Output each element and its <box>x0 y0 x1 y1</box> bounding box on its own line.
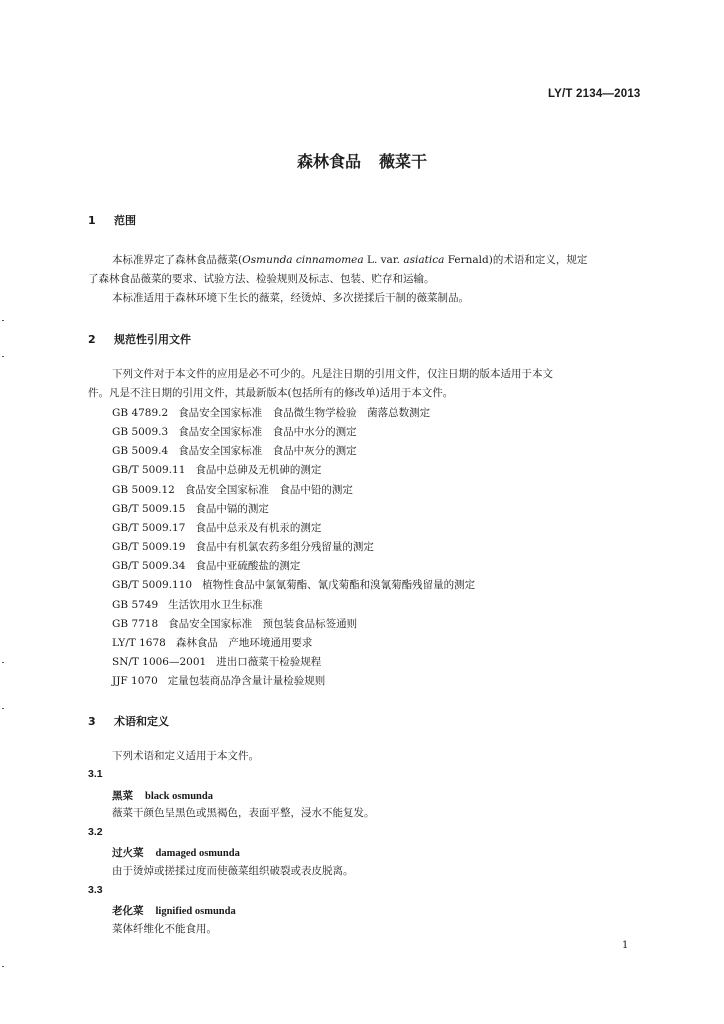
reference-title: 森林食品 产地环境通用要求 <box>175 637 313 649</box>
scan-mark <box>2 356 4 357</box>
reference-item <box>112 558 300 573</box>
reference-code: GB/T 5009.15 <box>112 503 186 515</box>
term-zh: 老化菜 <box>112 905 144 917</box>
term-definition: 由于烫焯或搓揉过度而使薇菜组织破裂或表皮脱离。 <box>112 865 354 877</box>
scan-mark <box>2 966 4 967</box>
reference-title: 植物性食品中氯氰菊酯、氰戊菊酯和溴氰菊酯残留量的测定 <box>202 579 476 591</box>
reference-code: GB/T 5009.110 <box>112 579 193 591</box>
section-1-para1-line1 <box>112 253 587 267</box>
term-heading <box>112 788 213 803</box>
scan-mark <box>2 320 4 321</box>
reference-code: GB/T 5009.11 <box>112 464 186 476</box>
section-1-para1-line2: 了森林食品薇菜的要求、试验方法、检验规则及标志、包装、贮存和运输。 <box>88 273 435 285</box>
section-2-number: 2 <box>88 333 96 346</box>
term-number: 3.3 <box>88 884 103 896</box>
reference-item <box>112 673 325 688</box>
section-2-heading <box>88 331 191 347</box>
reference-title: 食品安全国家标准 食品中灰分的测定 <box>178 445 357 457</box>
reference-code: GB 5009.3 <box>112 426 169 438</box>
reference-code: GB 5009.12 <box>112 484 175 496</box>
reference-title: 食品中有机氯农药多组分残留量的测定 <box>195 541 374 553</box>
document-title <box>0 149 724 172</box>
reference-code: LY/T 1678 <box>112 637 166 649</box>
reference-item <box>112 424 357 439</box>
reference-code: GB 4789.2 <box>112 407 169 419</box>
title-part2: 薇菜干 <box>379 152 428 171</box>
reference-title: 食品安全国家标准 食品微生物学检验 菌落总数测定 <box>178 407 431 419</box>
scan-mark <box>2 708 4 709</box>
reference-item <box>112 443 357 458</box>
reference-code: GB/T 5009.19 <box>112 541 186 553</box>
reference-item <box>112 616 357 631</box>
section-3-intro: 下列术语和定义适用于本文件。 <box>112 750 259 762</box>
section-1-number: 1 <box>88 214 96 227</box>
section-3-title: 术语和定义 <box>114 715 169 728</box>
reference-title: 定量包装商品净含量计量检验规则 <box>167 675 326 687</box>
reference-item <box>112 501 269 516</box>
reference-title: 食品安全国家标准 预包装食品标签通则 <box>168 618 358 630</box>
title-part1: 森林食品 <box>296 152 361 171</box>
reference-code: JJF 1070 <box>112 675 158 687</box>
reference-item <box>112 654 321 669</box>
page-number: 1 <box>622 940 629 951</box>
scope-text-b: L. var. <box>363 254 404 266</box>
reference-title: 生活饮用水卫生标准 <box>168 599 263 611</box>
reference-title: 食品安全国家标准 食品中铅的测定 <box>184 484 353 496</box>
section-1-heading <box>88 212 136 228</box>
reference-code: GB/T 5009.17 <box>112 522 186 534</box>
scan-mark <box>2 662 4 663</box>
section-2-title: 规范性引用文件 <box>114 333 191 346</box>
section-2-intro-line2: 件。凡是不注日期的引用文件，其最新版本(包括所有的修改单)适用于本文件。 <box>88 387 454 399</box>
reference-item <box>112 520 321 535</box>
term-definition: 薇菜干颜色呈黑色或黑褐色，表面平整，浸水不能复发。 <box>112 807 375 819</box>
section-2-intro-line1: 下列文件对于本文件的应用是必不可少的。凡是注日期的引用文件，仅注日期的版本适用于本文 <box>112 368 553 380</box>
section-1-para2: 本标准适用于森林环境下生长的薇菜，经烫焯、多次搓揉后干制的薇菜制品。 <box>112 292 469 304</box>
reference-title: 食品中镉的测定 <box>195 503 269 515</box>
term-zh: 黑菜 <box>112 790 133 802</box>
reference-item <box>112 597 263 612</box>
section-3-heading <box>88 713 169 729</box>
reference-title: 食品中总砷及无机砷的测定 <box>195 464 322 476</box>
reference-code: SN/T 1006—2001 <box>112 656 207 668</box>
reference-code: GB 7718 <box>112 618 159 630</box>
scope-latin-variety: asiatica <box>403 254 445 266</box>
term-number: 3.2 <box>88 826 103 838</box>
term-en: damaged osmunda <box>155 848 240 859</box>
reference-item <box>112 462 321 477</box>
term-en: black osmunda <box>145 791 213 802</box>
reference-title: 食品中总汞及有机汞的测定 <box>195 522 322 534</box>
term-heading <box>112 845 240 860</box>
standard-code: LY/T 2134—2013 <box>548 88 641 100</box>
section-1-title: 范围 <box>114 214 136 227</box>
scope-text-c: Fernald)的术语和定义，规定 <box>444 254 588 266</box>
term-heading <box>112 903 236 918</box>
reference-title: 食品安全国家标准 食品中水分的测定 <box>178 426 357 438</box>
term-number: 3.1 <box>88 768 103 780</box>
reference-title: 进出口薇菜干检验规程 <box>216 656 322 668</box>
reference-title: 食品中亚硫酸盐的测定 <box>195 560 301 572</box>
term-definition: 菜体纤维化不能食用。 <box>112 923 217 935</box>
section-3-number: 3 <box>88 715 96 728</box>
scope-latin-genus: Osmunda cinnamomea <box>242 254 364 266</box>
reference-item <box>112 635 312 650</box>
reference-item <box>112 577 475 592</box>
reference-item <box>112 482 353 497</box>
scope-text-a: 本标准界定了森林食品薇菜( <box>112 254 243 266</box>
reference-code: GB 5749 <box>112 599 159 611</box>
reference-item <box>112 405 430 420</box>
term-zh: 过火菜 <box>112 847 144 859</box>
reference-code: GB/T 5009.34 <box>112 560 186 572</box>
term-en: lignified osmunda <box>155 906 236 917</box>
reference-item <box>112 539 374 554</box>
reference-code: GB 5009.4 <box>112 445 169 457</box>
